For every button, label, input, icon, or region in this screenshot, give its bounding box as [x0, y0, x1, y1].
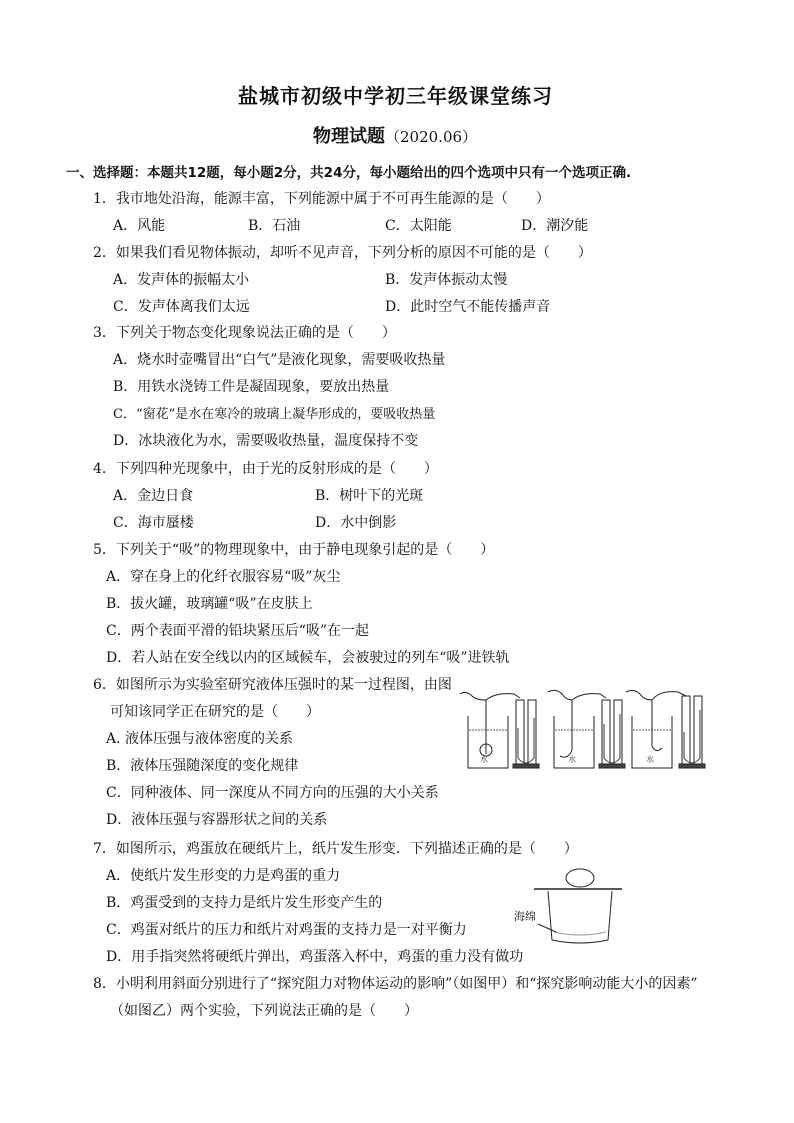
question-2-option-d: D．此时空气不能传播声音 [385, 299, 551, 315]
question-2-option-c: C．发声体离我们太远 [113, 299, 250, 315]
question-3-option-b: B．用铁水浇铸工件是凝固现象，要放出热量 [113, 379, 390, 395]
beaker-1-label: 水 [480, 755, 488, 764]
sponge-label: 海绵 [514, 910, 536, 923]
question-2-option-a: A．发声体的振幅太小 [113, 272, 250, 288]
question-4-option-d: D．水中倒影 [315, 515, 397, 531]
beaker-2-label: 水 [568, 755, 576, 764]
question-3-option-c: C．“窗花”是水在寒冷的玻璃上凝华形成的，要吸收热量 [113, 407, 436, 422]
question-7-stem: 7．如图所示，鸡蛋放在硬纸片上，纸片发生形变．下列描述正确的是（ ） [93, 841, 578, 857]
question-5-option-b: B．拔火罐，玻璃罐“吸”在皮肤上 [106, 596, 313, 612]
beaker-3 [626, 690, 705, 768]
question-3-option-a: A．烧水时壶嘴冒出“白气”是液化现象，需要吸收热量 [113, 352, 446, 368]
question-3-stem: 3．下列关于物态变化现象说法正确的是（ ） [93, 325, 396, 341]
question-5-option-d: D．若人站在安全线以内的区域候车，会被驶过的列车“吸”进铁轨 [106, 650, 510, 666]
question-1-option-c: C．太阳能 [385, 218, 452, 234]
question-5-option-a: A．穿在身上的化纤衣服容易“吸”灰尘 [106, 569, 341, 585]
question-7-option-d: D．用手指突然将硬纸片弹出，鸡蛋落入杯中，鸡蛋的重力没有做功 [106, 949, 524, 965]
question-6-option-d: D．液体压强与容器形状之间的关系 [106, 812, 328, 828]
question-4-option-c: C．海市蜃楼 [113, 515, 194, 531]
question-2-stem: 2．如果我们看见物体振动，却听不见声音，下列分析的原因不可能的是（ ） [93, 245, 592, 261]
question-5-option-c: C．两个表面平滑的铅块紧压后“吸”在一起 [106, 623, 370, 639]
question-8-stem-line-2: （如图乙）两个实验，下列说法正确的是（ ） [110, 1003, 418, 1019]
question-3-option-d: D．冰块液化为水，需要吸收热量，温度保持不变 [113, 433, 419, 449]
question-1-option-a: A．风能 [113, 218, 166, 234]
question-6-option-c: C．同种液体、同一深度从不同方向的压强的大小关系 [106, 785, 439, 801]
question-4-stem: 4．下列四种光现象中，由于光的反射形成的是（ ） [93, 461, 438, 477]
egg-shape [566, 869, 594, 887]
beaker-2 [548, 690, 625, 768]
question-1-option-d: D．潮汐能 [521, 218, 589, 234]
liquid-pressure-figure [456, 688, 706, 780]
question-2-option-b: B．发声体振动太慢 [385, 272, 508, 288]
question-6-stem-line-2: 可知该同学正在研究的是（ ） [110, 704, 320, 720]
question-1-stem: 1．我市地处沿海，能源丰富，下列能源中属于不可再生能源的是（ ） [93, 191, 550, 207]
question-7-option-b: B．鸡蛋受到的支持力是纸片发生形变产生的 [106, 895, 383, 911]
beaker-1 [460, 692, 539, 768]
question-4-option-b: B．树叶下的光斑 [315, 488, 424, 504]
question-7-option-a: A．使纸片发生形变的力是鸡蛋的重力 [106, 868, 341, 884]
page-title: 盐城市初级中学初三年级课堂练习 [238, 84, 553, 108]
exam-date: （2020.06） [385, 128, 478, 146]
question-6-stem-line-1: 6．如图所示为实验室研究液体压强时的某一过程图，由图 [93, 677, 452, 693]
question-4-option-a: A．金边日食 [113, 488, 194, 504]
egg-card-cup-figure [512, 866, 622, 946]
subtitle-text: 物理试题 [313, 126, 385, 147]
question-6-option-a: A. 液体压强与液体密度的关系 [106, 731, 294, 747]
beaker-3-label: 水 [646, 755, 654, 764]
page-subtitle [313, 122, 477, 148]
question-6-option-b: B．液体压强随深度的变化规律 [106, 758, 299, 774]
question-1-option-b: B．石油 [248, 218, 301, 234]
question-8-stem-line-1: 8．小明利用斜面分别进行了“探究阻力对物体运动的影响”（如图甲）和“探究影响动能大小的因素” [93, 976, 698, 992]
question-5-stem: 5．下列关于“吸”的物理现象中，由于静电现象引起的是（ ） [93, 542, 495, 558]
question-7-option-c: C．鸡蛋对纸片的压力和纸片对鸡蛋的支持力是一对平衡力 [106, 922, 467, 938]
section-heading: 一、选择题：本题共12题，每小题2分，共24分，每小题给出的四个选项中只有一个选项正确. [66, 165, 632, 181]
